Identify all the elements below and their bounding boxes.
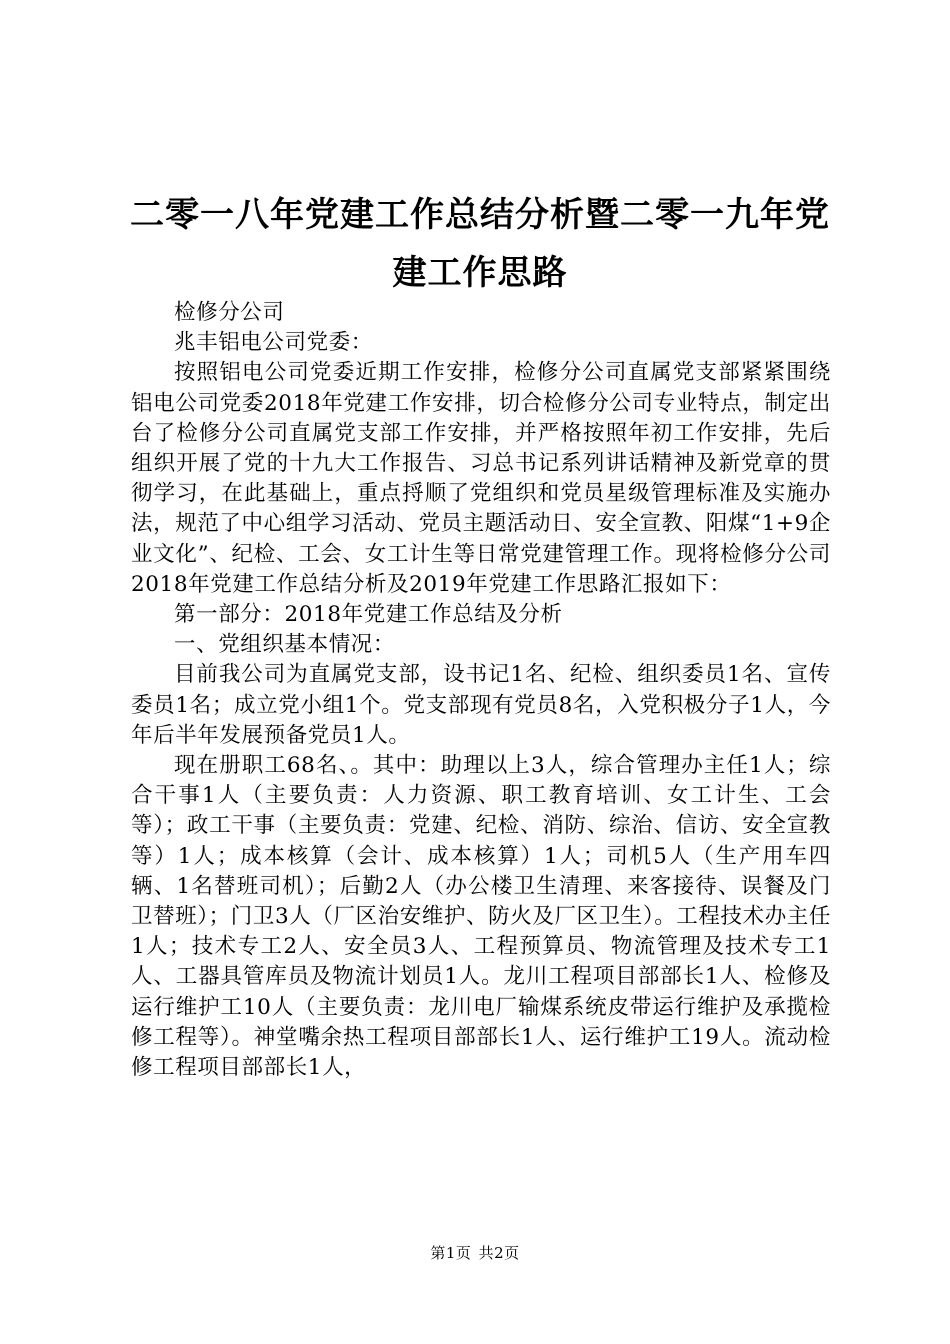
page-total: 共2页: [478, 1244, 520, 1262]
paragraph-intro: 按照铝电公司党委近期工作安排，检修分公司直属党支部紧紧围绕铝电公司党委2018年党建工作安排，切合检修分公司专业特点，制定出台了检修分公司直属党支部工作安排，并严格按照年初工作安排，先后组织开展了党的十九大工作报告、习总书记系列讲话精神及新党章的贯彻学习，在此基础上，重点捋顺了党组织和党员星级管理标准及实施办法，规范了中心组学习活动、党员主题活动日、安全宣教、阳煤“1+9企业文化”、纪检、工会、女工计生等日常党建管理工作。现将检修分公司2018年党建工作总结分析及2019年党建工作思路汇报如下：: [131, 360, 831, 597]
page-footer: [0, 1243, 950, 1263]
page-number: 第1页: [430, 1244, 472, 1262]
section-heading-basic-info: 一、党组织基本情况：: [174, 632, 396, 658]
section-heading-part-one: 第一部分：2018年党建工作总结及分析: [174, 602, 563, 628]
paragraph-addressee: 兆丰铝电公司党委：: [174, 330, 373, 356]
paragraph-party-branch: 目前我公司为直属党支部，设书记1名、纪检、组织委员1名、宣传委员1名；成立党小组1个。党支部现有党员8名，入党积极分子1人，今年后半年发展预备党员1人。: [131, 662, 831, 748]
paragraph-staff: 现在册职工68名、。其中：助理以上3人，综合管理办主任1人；综合干事1人（主要负责：人力资源、职工教育培训、女工计生、工会等）；政工干事（主要负责：党建、纪检、消防、综治、信访、安全宣教等）1人；成本核算（会计、成本核算）1人；司机5人（生产用车四辆、1名替班司机）；后勤2人（办公楼卫生清理、来客接待、误餐及门卫替班）；门卫3人（厂区治安维护、防火及厂区卫生）。工程技术办主任1人；技术专工2人、安全员3人、工程预算员、物流管理及技术专工1人、工器具管库员及物流计划员1人。龙川工程项目部部长1人、检修及运行维护工10人（主要负责：龙川电厂输煤系统皮带运行维护及承揽检修工程等）。神堂嘴余热工程项目部部长1人、运行维护工19人。流动检修工程项目部部长1人，: [131, 753, 831, 1081]
document-title: 二零一八年党建工作总结分析暨二零一九年党建工作思路: [130, 195, 830, 293]
document-body: [131, 298, 831, 1083]
paragraph-department: 检修分公司: [174, 300, 285, 325]
